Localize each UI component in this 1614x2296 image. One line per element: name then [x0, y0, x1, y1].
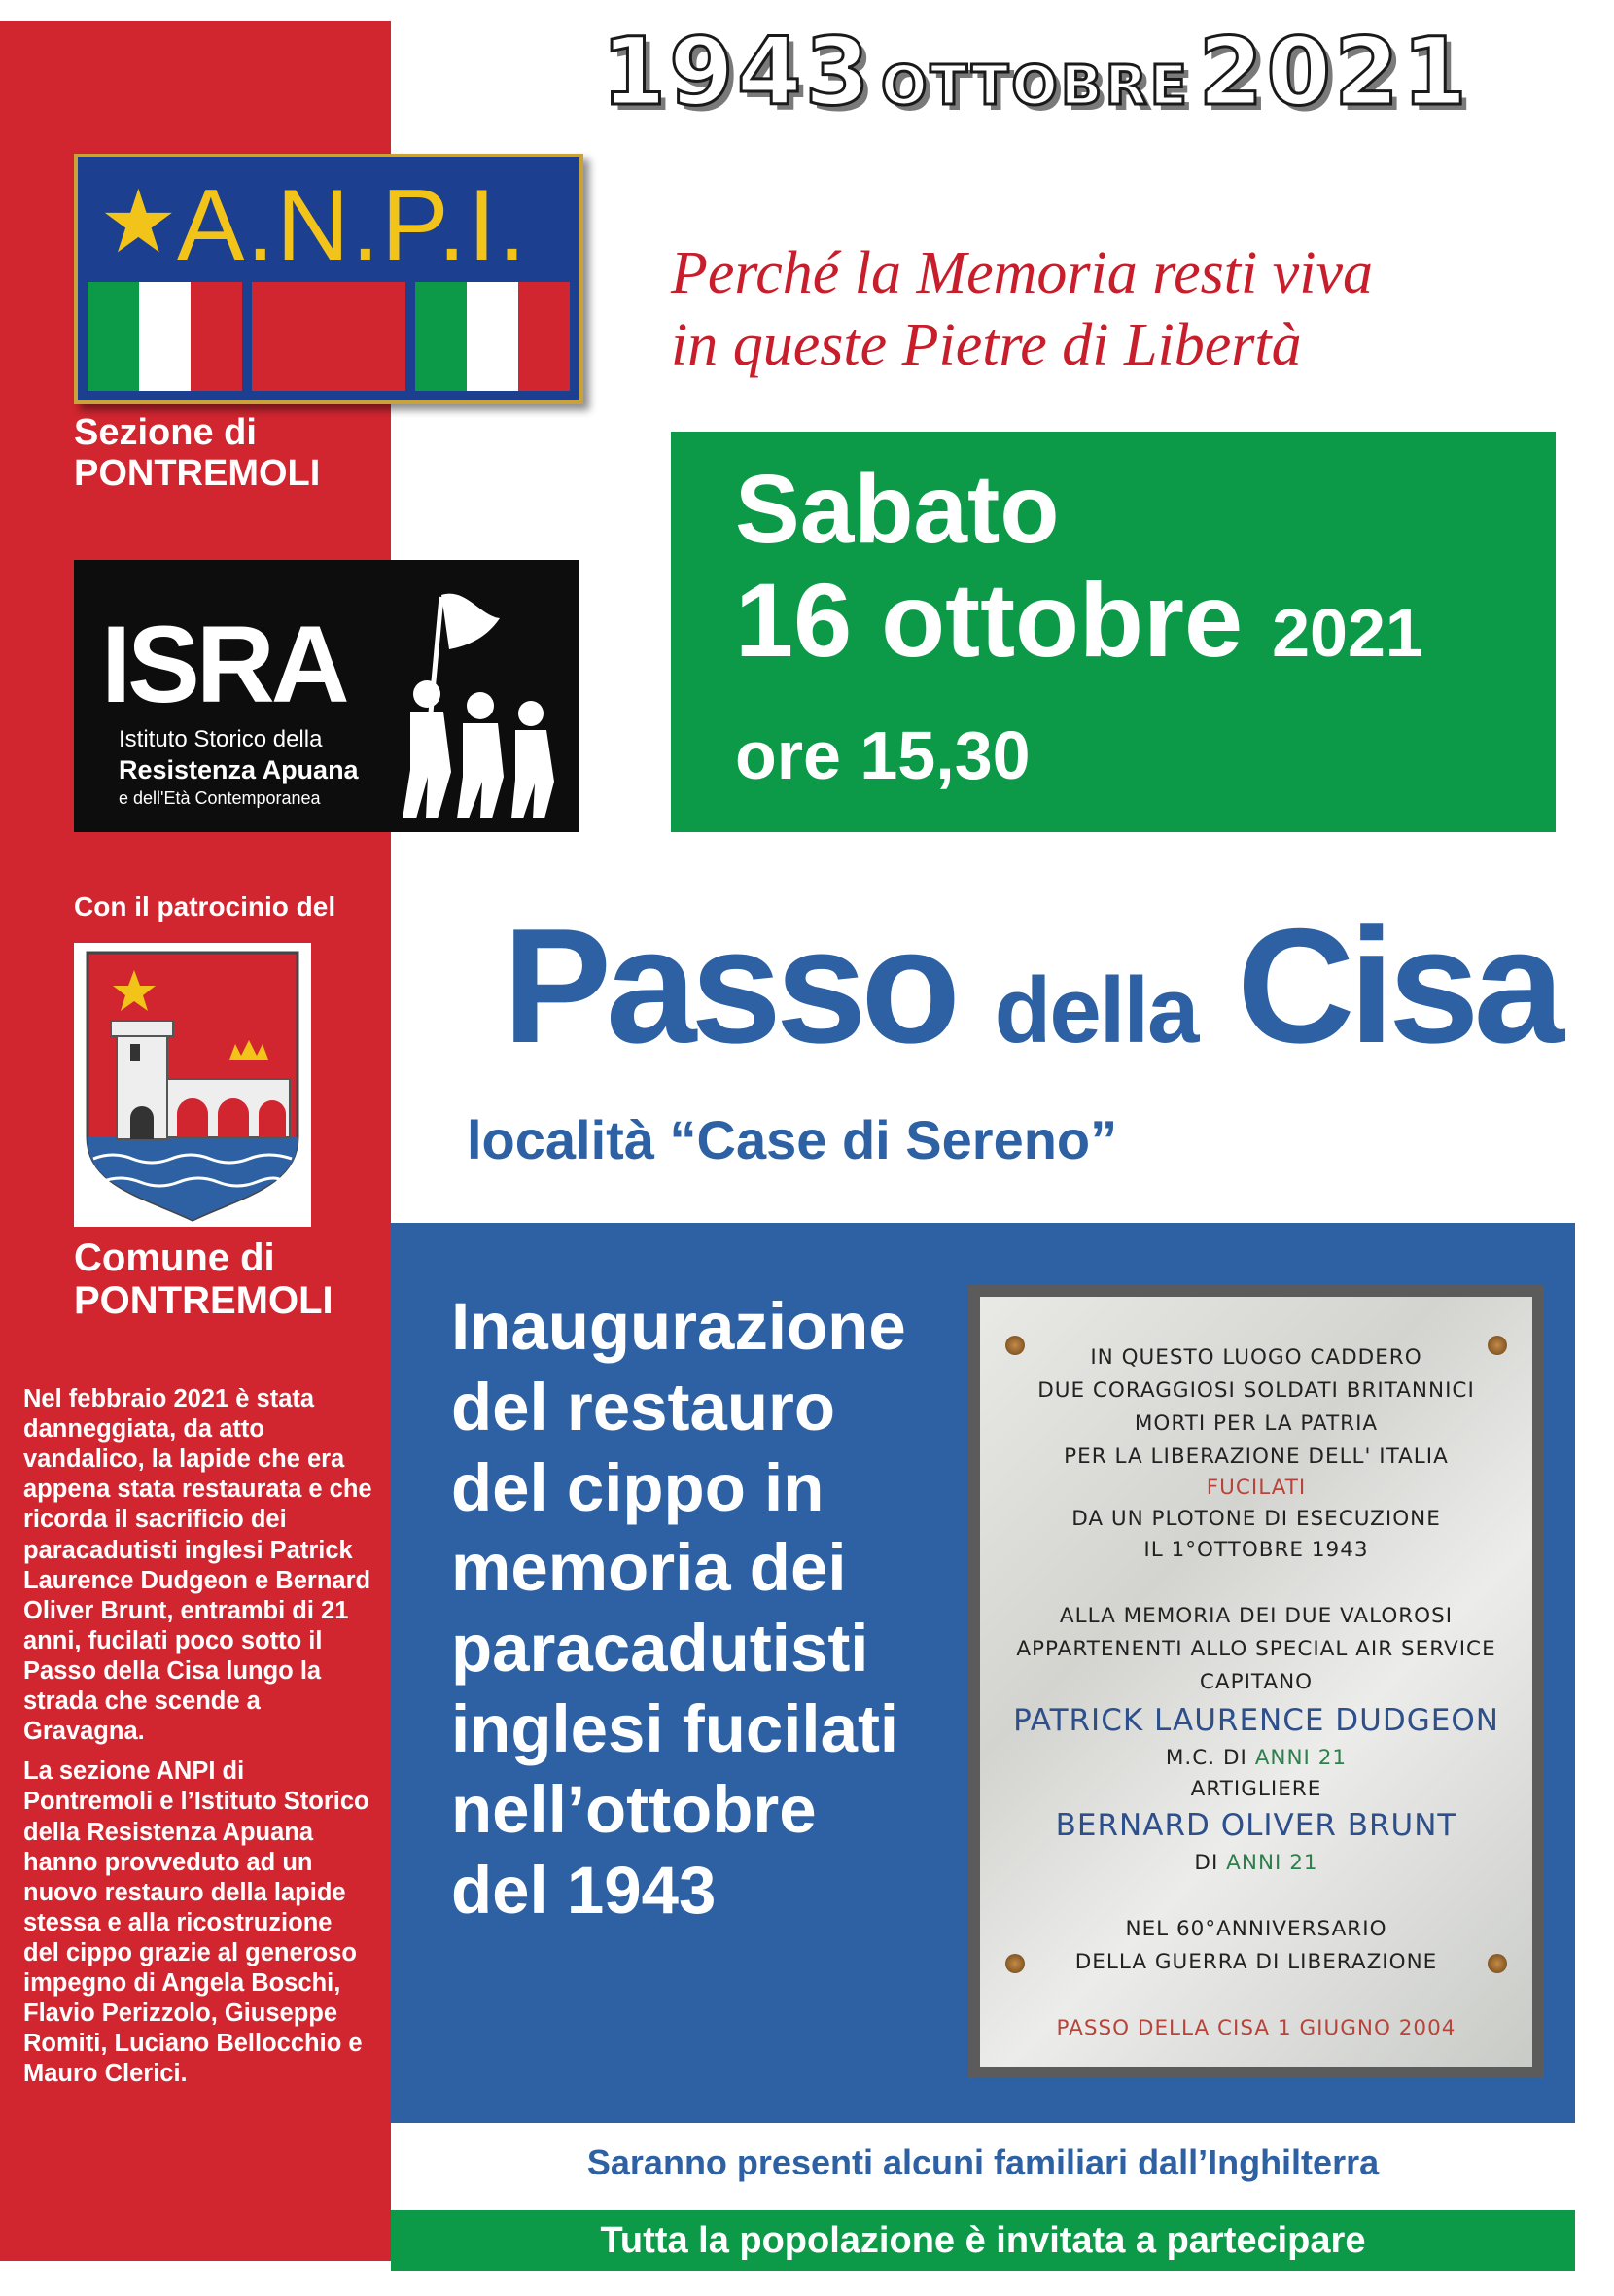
- anpi-section-line2: PONTREMOLI: [74, 452, 321, 494]
- event-time: ore 15,30: [735, 717, 1031, 793]
- place-title: [486, 894, 1575, 1077]
- plaque-line: DA UN PLOTONE DI ESECUZIONE: [1071, 1507, 1441, 1531]
- memorial-plaque-photo: [968, 1285, 1544, 2078]
- anpi-logo-text: A.N.P.I.: [177, 169, 528, 282]
- plaque-line: [980, 1851, 1532, 1875]
- invitation-bar: [391, 2210, 1575, 2271]
- isra-subtitle: [119, 725, 359, 809]
- inauguration-line: paracadutisti: [451, 1611, 869, 1687]
- inauguration-line: del 1943: [451, 1852, 717, 1928]
- headline-year-end: 2021: [1198, 17, 1470, 126]
- sidebar-paragraph-1: Nel febbraio 2021 è stata danneggiata, da atto vandalico, la lapide che era appena stata restaurata e che ricorda il sacrificio dei paracadutisti inglesi Patrick Laurence Dudgeon e Bernard Oliver Brunt, entrambi di 21 anni, fucilati poco sotto il Passo della Cisa lungo la strada che scende a Gravagna.: [23, 1385, 372, 1746]
- headline-year-start: 1943: [601, 17, 873, 126]
- anpi-logo: [74, 154, 583, 404]
- star-icon: ★: [99, 174, 178, 271]
- plaque-line: IL 1°OTTOBRE 1943: [1143, 1538, 1369, 1562]
- plaque-line: ALLA MEMORIA DEI DUE VALOROSI: [1059, 1604, 1454, 1628]
- headline-dates: [515, 17, 1556, 134]
- plaque-line: IN QUESTO LUOGO CADDERO: [1090, 1345, 1422, 1370]
- place-locality: località “Case di Sereno”: [467, 1109, 1118, 1170]
- plaque-line: PER LA LIBERAZIONE DELL' ITALIA: [1064, 1444, 1449, 1469]
- plaque-line-part: DI: [1194, 1851, 1219, 1875]
- event-date-day-month: 16 ottobre: [735, 561, 1244, 678]
- plaque-line: PASSO DELLA CISA 1 GIUGNO 2004: [1056, 2016, 1456, 2040]
- pontremoli-coat-of-arms: [74, 943, 311, 1227]
- plaque-line: DUE CORAGGIOSI SOLDATI BRITANNICI: [1037, 1378, 1475, 1403]
- event-day: Sabato: [735, 455, 1060, 564]
- subtitle-line1: Perché la Memoria resti viva: [671, 240, 1373, 306]
- sidebar-description: [23, 1384, 373, 2100]
- event-date: [735, 561, 1423, 678]
- comune-line1: Comune di: [74, 1236, 275, 1279]
- plaque-line-part: M.C. DI: [1165, 1746, 1247, 1770]
- isra-logo-text: [101, 604, 346, 725]
- inauguration-line: del cippo in: [451, 1449, 825, 1525]
- patronage-label: Con il patrocinio del: [74, 891, 336, 922]
- plaque-line: NEL 60°ANNIVERSARIO: [1125, 1917, 1387, 1941]
- plaque-line: ARTIGLIERE: [1190, 1777, 1322, 1801]
- headline-month: OTTOBRE: [881, 54, 1190, 118]
- comune-label: [74, 1236, 333, 1322]
- isra-logo: [74, 560, 579, 832]
- plaque-name-dudgeon: PATRICK LAURENCE DUDGEON: [1013, 1703, 1499, 1738]
- inauguration-line: nell’ottobre: [451, 1771, 817, 1847]
- plaque-line: DELLA GUERRA DI LIBERAZIONE: [1074, 1950, 1438, 1974]
- inauguration-line: del restauro: [451, 1369, 835, 1444]
- subtitle-line2: in queste Pietre di Libertà: [671, 312, 1302, 379]
- event-date-box: [671, 432, 1556, 832]
- plaque-line: [980, 1746, 1532, 1770]
- plaque-name-brunt: BERNARD OLIVER BRUNT: [1055, 1808, 1457, 1843]
- plaque-line: FUCILATI: [1206, 1476, 1307, 1500]
- anpi-section-label: [74, 413, 320, 495]
- event-year: 2021: [1272, 595, 1423, 671]
- coat-of-arms-icon: [74, 943, 311, 1227]
- plaque-line: CAPITANO: [1199, 1670, 1314, 1694]
- resistance-fighters-icon: [373, 577, 568, 820]
- memorial-plaque: [980, 1297, 1532, 2067]
- isra-sub-line1: Istituto Storico della: [119, 726, 323, 752]
- plaque-line: APPARTENENTI ALLO SPECIAL AIR SERVICE: [1016, 1637, 1496, 1661]
- inauguration-box: [391, 1223, 1575, 2123]
- comune-line2: PONTREMOLI: [74, 1279, 333, 1322]
- plaque-line-part: ANNI 21: [1226, 1851, 1318, 1875]
- relatives-notice: Saranno presenti alcuni familiari dall’Inghilterra: [586, 2142, 1380, 2182]
- invitation-text: Tutta la popolazione è invitata a partecipare: [600, 2220, 1366, 2261]
- isra-logo-word: ISRA: [101, 604, 346, 725]
- tricolor-flag-strip: [88, 282, 570, 391]
- place-name-della: della: [994, 958, 1198, 1062]
- plaque-line-part: ANNI 21: [1254, 1746, 1348, 1770]
- isra-sub-line2: Resistenza Apuana: [119, 755, 359, 784]
- inauguration-text: [451, 1287, 957, 1931]
- inauguration-line: inglesi fucilati: [451, 1690, 899, 1766]
- place-name-passo: Passo: [503, 894, 955, 1077]
- place-name-cisa: Cisa: [1237, 894, 1559, 1077]
- plaque-line: MORTI PER LA PATRIA: [1134, 1411, 1379, 1436]
- inauguration-line: Inaugurazione: [451, 1289, 906, 1364]
- inauguration-line: memoria dei: [451, 1530, 847, 1606]
- sidebar-paragraph-2: La sezione ANPI di Pontremoli e l’Istituto Storico della Resistenza Apuana hanno provveduto ad un nuovo restauro della lapide stessa e alla ricostruzione del cippo grazie al generoso impegno di Angela Boschi, Flavio Perizzolo, Giuseppe Romiti, Luciano Bellocchio e Mauro Clerici.: [23, 1757, 369, 2088]
- anpi-section-line1: Sezione di: [74, 412, 257, 453]
- isra-sub-line3: e dell'Età Contemporanea: [119, 787, 321, 808]
- memorial-subtitle: [671, 237, 1575, 382]
